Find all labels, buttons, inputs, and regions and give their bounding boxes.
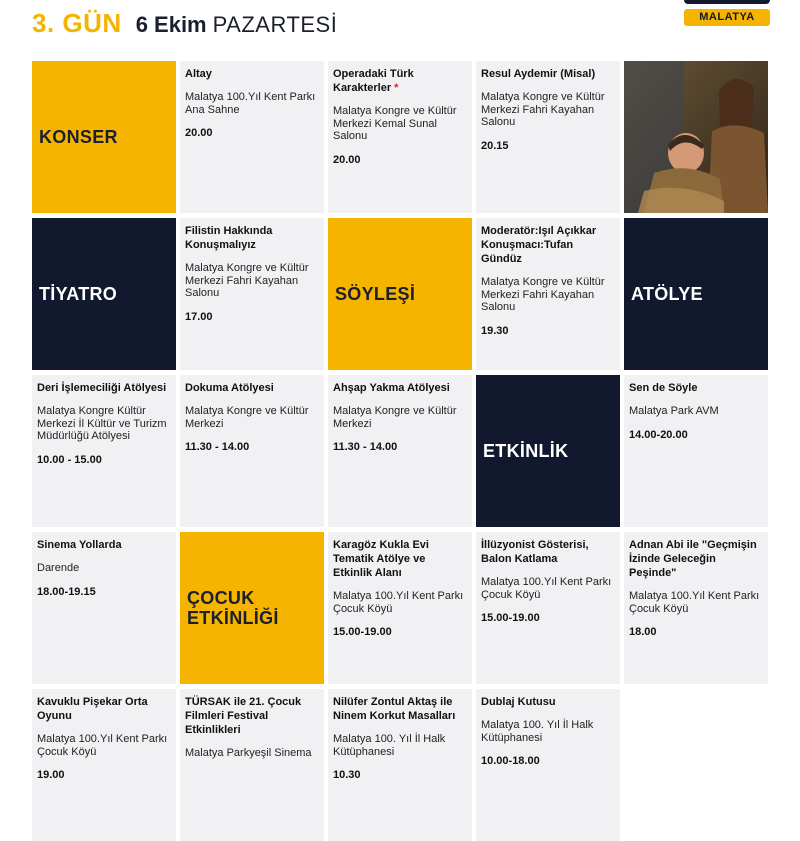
event-title: Karagöz Kukla Evi Tematik Atölye ve Etkinlik Alanı [333, 539, 429, 579]
event-card[interactable] [180, 375, 324, 527]
category-label: TİYATRO [39, 284, 118, 304]
event-venue: Malatya Kongre ve Kültür Merkezi Kemal Sunal Salonu [333, 105, 457, 142]
event-title: Resul Aydemir (Misal) [481, 68, 596, 80]
event-time: 20.15 [481, 139, 509, 152]
event-card[interactable] [624, 375, 768, 527]
event-time: 11.30 - 14.00 [185, 441, 250, 453]
event-title: Deri İşlemeciliği Atölyesi [37, 382, 167, 394]
event-venue: Malatya Kongre Kültür Merkezi İl Kültür ve Turizm Müdürlüğü Atölyesi [37, 405, 167, 442]
event-venue: Malatya Kongre ve Kültür Merkezi [333, 405, 457, 430]
event-title: Ahşap Yakma Atölyesi [333, 382, 450, 394]
event-card[interactable] [328, 375, 472, 527]
category-tiyatro [32, 218, 176, 370]
event-card[interactable] [624, 532, 768, 684]
category-label: ÇOCUK ETKİNLİĞİ [187, 588, 279, 628]
event-venue: Malatya Kongre ve Kültür Merkezi Fahri Kayahan Salonu [481, 276, 605, 313]
category-label: ATÖLYE [631, 284, 703, 304]
category-etkinlik [476, 375, 620, 527]
date-label: 6 Ekim [135, 12, 207, 37]
event-venue: Malatya 100.Yıl Kent Parkı Çocuk Köyü [629, 590, 760, 615]
event-venue: Malatya Kongre ve Kültür Merkezi Fahri Kayahan Salonu [185, 262, 309, 299]
event-venue: Malatya Kongre ve Kültür Merkezi Fahri Kayahan Salonu [481, 91, 605, 128]
event-venue: Malatya 100.Yıl Kent Parkı Ana Sahne [185, 91, 316, 116]
event-time: 18.00 [629, 626, 657, 638]
event-card[interactable] [180, 218, 324, 370]
event-title: Sen de Söyle [629, 382, 698, 394]
event-time: 19.00 [37, 769, 65, 781]
event-card[interactable] [328, 61, 472, 213]
weekday-label: PAZARTESİ [212, 12, 338, 37]
event-card[interactable] [32, 532, 176, 684]
event-venue: Malatya Park AVM [629, 405, 719, 417]
category-label: ETKİNLİK [483, 441, 569, 461]
event-venue: Malatya Parkyeşil Sinema [185, 747, 312, 759]
event-time: 10.30 [333, 769, 361, 781]
event-title: Dokuma Atölyesi [185, 382, 274, 394]
event-card[interactable] [180, 689, 324, 841]
event-card[interactable] [476, 532, 620, 684]
asterisk-mark: * [394, 82, 399, 94]
category-cocuk [180, 532, 324, 684]
category-atolye [624, 218, 768, 370]
event-time: 19.30 [481, 324, 509, 337]
event-time: 18.00-19.15 [37, 585, 96, 598]
event-title: Moderatör:Işıl Açıkkar Konuşmacı:Tufan Gündüz [481, 225, 597, 265]
empty-cell [624, 689, 768, 841]
event-title: Adnan Abi ile "Geçmişin İzinde Geleceğin Peşinde" [629, 539, 757, 579]
event-venue: Malatya 100. Yıl İl Halk Kütüphanesi [333, 733, 446, 758]
event-title-text: Operadaki Türk Karakterler [333, 68, 414, 94]
event-venue: Malatya 100. Yıl İl Halk Kütüphanesi [481, 719, 594, 744]
event-time: 15.00-19.00 [333, 626, 392, 638]
event-title: TÜRSAK ile 21. Çocuk Filmleri Festival Etkinlikleri [185, 696, 302, 736]
opera-performers-image [624, 61, 768, 213]
event-venue: Malatya 100.Yıl Kent Parkı Çocuk Köyü [481, 576, 612, 601]
event-title: Filistin Hakkında Konuşmalıyız [185, 225, 273, 251]
event-title: Kavuklu Pişekar Orta Oyunu [37, 696, 148, 722]
event-time: 10.00 - 15.00 [37, 453, 102, 466]
event-time: 17.00 [185, 310, 213, 323]
event-time: 10.00-18.00 [481, 755, 540, 767]
event-title: İllüzyonist Gösterisi, Balon Katlama [481, 539, 589, 565]
event-card[interactable] [476, 61, 620, 213]
event-title: Sinema Yollarda [37, 539, 122, 551]
category-label: KONSER [39, 127, 118, 147]
event-time: 11.30 - 14.00 [333, 441, 398, 453]
event-venue: Malatya 100.Yıl Kent Parkı Çocuk Köyü [37, 733, 168, 758]
event-card[interactable] [328, 532, 472, 684]
event-venue: Malatya Kongre ve Kültür Merkezi [185, 405, 309, 430]
event-time: 14.00-20.00 [629, 428, 688, 441]
event-title: Altay [185, 68, 212, 80]
event-card[interactable] [476, 218, 620, 370]
category-soylesi [328, 218, 472, 370]
category-konser [32, 61, 176, 213]
event-card[interactable] [32, 375, 176, 527]
event-time: 15.00-19.00 [481, 612, 540, 624]
page-header [32, 8, 337, 44]
event-card[interactable] [32, 689, 176, 841]
day-label: 3. GÜN [32, 8, 122, 38]
event-time: 20.00 [185, 127, 213, 139]
event-venue: Malatya 100.Yıl Kent Parkı Çocuk Köyü [333, 590, 464, 615]
concert-photo [624, 61, 768, 213]
event-card[interactable] [180, 61, 324, 213]
event-venue: Darende [37, 562, 80, 574]
event-title: Dublaj Kutusu [481, 696, 556, 708]
event-card[interactable] [476, 689, 620, 841]
city-badge: MALATYA [684, 9, 770, 26]
event-card[interactable] [328, 689, 472, 841]
city-badge-top [684, 0, 770, 4]
event-title: Nilüfer Zontul Aktaş ile Ninem Korkut Masalları [333, 696, 456, 722]
schedule-grid [32, 61, 768, 841]
event-title [333, 67, 466, 95]
event-time: 20.00 [333, 153, 361, 166]
category-label: SÖYLEŞİ [335, 284, 416, 304]
